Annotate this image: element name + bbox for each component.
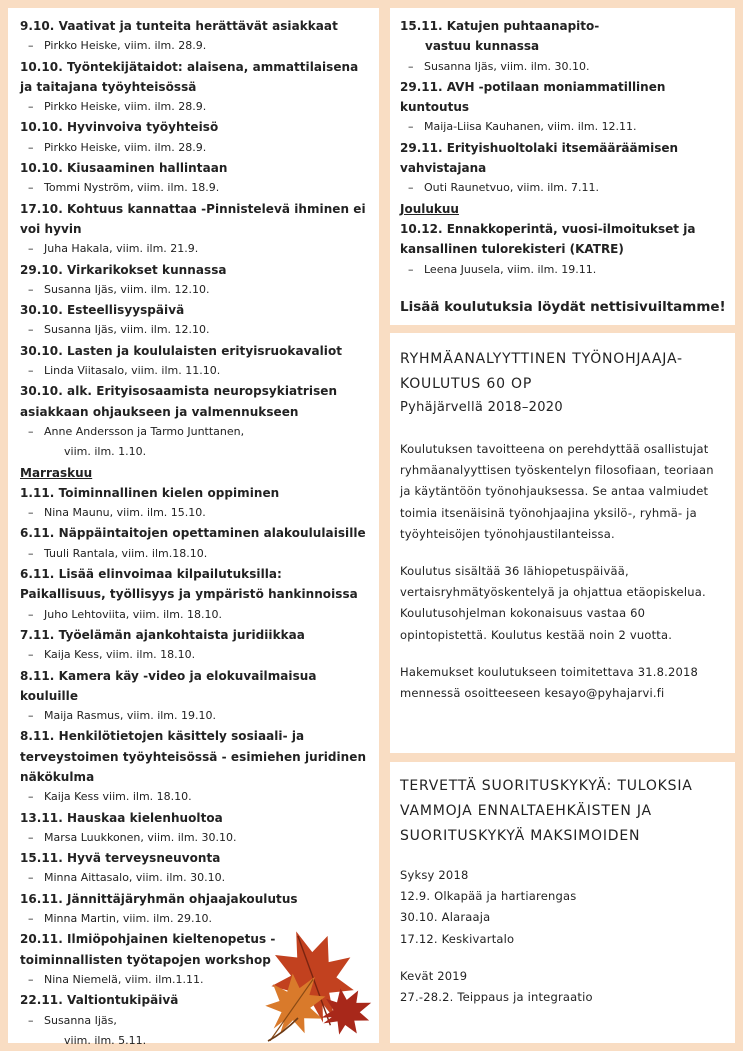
- dash-bullet: –: [28, 546, 34, 560]
- spring-item: 27.-28.2. Teippaus ja integraatio: [400, 990, 593, 1005]
- spring-label: Kevät 2019: [400, 968, 468, 983]
- entry-title: 8.11. Henkilötietojen käsittely sosiaali- ja terveystoimen työyhteisössä - esimiehen juridinen näkökulma: [20, 729, 367, 784]
- entry-sub: Maija-Liisa Kauhanen, viim. ilm. 12.11.: [424, 120, 637, 134]
- entry-sub: Nina Niemelä, viim. ilm.1.11.: [44, 972, 204, 986]
- entry-sub: Minna Martin, viim. ilm. 29.10.: [44, 912, 212, 926]
- entry-title: 16.11. Jännittäjäryhmän ohjaajakoulutus: [20, 891, 298, 906]
- entry-title-cont: vastuu kunnassa: [425, 39, 540, 54]
- dash-bullet: –: [28, 1013, 34, 1027]
- dash-bullet: –: [28, 140, 34, 154]
- entry-title: 10.10. Kiusaaminen hallintaan: [20, 161, 228, 176]
- entry-title: 30.10. alk. Erityisosaamista neuropsykiatrisen asiakkaan ohjaukseen ja valmennukseen: [20, 384, 338, 419]
- entry-sub: Susanna Ijäs, viim. ilm. 30.10.: [424, 59, 590, 73]
- entry-sub: Juha Hakala, viim. ilm. 21.9.: [44, 242, 199, 256]
- dash-bullet: –: [28, 871, 34, 885]
- entry-title: 20.11. Ilmiöpohjainen kieltenopetus - toiminnallisten työtapojen workshop: [20, 932, 276, 967]
- entry-sub-cont: viim. ilm. 1.10.: [64, 445, 147, 459]
- dash-bullet: –: [28, 830, 34, 844]
- autumn-label: Syksy 2018: [400, 868, 469, 882]
- more-courses-note: Lisää koulutuksia löydät nettisivuiltamme!: [400, 298, 726, 315]
- entry-sub: Leena Juusela, viim. ilm. 19.11.: [424, 262, 597, 276]
- entry-title: 6.11. Lisää elinvoimaa kilpailutuksilla: Paikallisuus, työllisyys ja ympäristö hankinnoissa: [20, 567, 358, 602]
- performance-heading-line1: TERVETTÄ SUORITUSKYKYÄ: TULOKSIA: [400, 778, 693, 794]
- entry-sub: Pirkko Heiske, viim. ilm. 28.9.: [44, 100, 207, 114]
- entry-sub: Pirkko Heiske, viim. ilm. 28.9.: [44, 39, 207, 53]
- dash-bullet: –: [28, 242, 34, 256]
- entry-title: 29.10. Virkarikokset kunnassa: [20, 262, 227, 277]
- month-heading-december: Joulukuu: [400, 201, 459, 216]
- autumn-leaves-icon: [253, 913, 378, 1048]
- entry-sub: Minna Aittasalo, viim. ilm. 30.10.: [44, 871, 226, 885]
- entry-sub: Kaija Kess, viim. ilm. 18.10.: [44, 648, 196, 662]
- autumn-item: 30.10. Alaraaja: [400, 910, 491, 925]
- training-subheading: Pyhäjärvellä 2018–2020: [400, 400, 563, 415]
- entry-title: 8.11. Kamera käy -video ja elokuvailmaisua kouluille: [20, 668, 317, 703]
- october-entries: [20, 16, 369, 463]
- performance-heading-line2: VAMMOJA ENNALTAEHKÄISTEN JA: [400, 803, 652, 819]
- entry-title: 6.11. Näppäintaitojen opettaminen alakoululaisille: [20, 526, 366, 541]
- dash-bullet: –: [28, 282, 34, 296]
- entry-sub: Marsa Luukkonen, viim. ilm. 30.10.: [44, 830, 237, 844]
- autumn-item: 17.12. Keskivartalo: [400, 931, 515, 946]
- entry-sub: Kaija Kess viim. ilm. 18.10.: [44, 790, 192, 804]
- entry-title: 7.11. Työelämän ajankohtaista juridiikkaa: [20, 627, 305, 642]
- entry-title: 22.11. Valtiontukipäivä: [20, 993, 179, 1008]
- supervisor-training-box: [390, 333, 735, 753]
- dash-bullet: –: [28, 709, 34, 723]
- entry-sub: Susanna Ijäs,: [44, 1013, 117, 1027]
- training-paragraph-content: Koulutus sisältää 36 lähiopetuspäivää, vertaisryhmätyöskentelyä ja ohjattua etäopiskelua. Koulutusohjelman kokonaisuus vastaa 60 opintopistettä. Koulutus kestää noin 2 vuotta.: [400, 564, 706, 642]
- training-paragraph-goal: Koulutuksen tavoitteena on perehdyttää osallistujat ryhmäanalyyttisen työskentelyn filosofiaan, teoriaan ja käytäntöön työnohjauksessa. Se antaa valmiudet toimia itsenäisinä työnohjaajina yksilö-, ryhmä- ja työyhteisöjen työnohjaustilanteissa.: [400, 442, 714, 541]
- autumn-item: 12.9. Olkapää ja hartiarengas: [400, 889, 577, 904]
- performance-heading-line3: SUORITUSKYKYÄ MAKSIMOIDEN: [400, 828, 641, 844]
- dash-bullet: –: [28, 181, 34, 195]
- performance-training-box: [390, 762, 735, 1043]
- entry-title: 10.10. Työntekijätaidot: alaisena, ammattilaisena ja taitajana työyhteisössä: [20, 59, 359, 94]
- dash-bullet: –: [28, 39, 34, 53]
- entry-sub-cont: viim. ilm. 5.11.: [64, 1033, 147, 1047]
- right-course-list: 15.11. Katujen puhtaanapito- vastuu kunnassa – Susanna Ijäs, viim. ilm. 30.10. 29.11. AVH -potilaan moniammatillinen kuntoutus – Maija-Liisa Kauhanen, viim. ilm. 12.11. 29.11. Erityishuoltolaki itsemääräämisen vahvistajana – Outi Raunetvuo, viim. ilm. 7.11. Joulukuu 10.12. Ennakkoperintä, vuosi-ilmoitukset ja kansallinen tulorekisteri (KATRE) – Leena Juusela, viim. ilm. 19.11. Lisää koulutuksia löydät nettisivuiltamme!: [390, 8, 735, 325]
- training-paragraph-application: Hakemukset koulutukseen toimitettava 31.8.2018 mennessä osoitteeseen kesayo@pyhajarvi.fi: [400, 664, 699, 701]
- entry-sub: Juho Lehtoviita, viim. ilm. 18.10.: [44, 607, 222, 621]
- dash-bullet: –: [28, 506, 34, 520]
- entry-sub: Anne Andersson ja Tarmo Junttanen,: [44, 424, 245, 438]
- left-course-list: [8, 8, 379, 1047]
- entry-sub: Outi Raunetvuo, viim. ilm. 7.11.: [424, 181, 600, 195]
- entry-sub: Linda Viitasalo, viim. ilm. 11.10.: [44, 364, 221, 378]
- dash-bullet: –: [28, 364, 34, 378]
- training-heading-line1: RYHMÄANALYYTTINEN TYÖNOHJAAJA-: [400, 351, 683, 367]
- entry-sub: Pirkko Heiske, viim. ilm. 28.9.: [44, 140, 207, 154]
- entry-title: 9.10. Vaativat ja tunteita herättävät asiakkaat: [20, 19, 338, 33]
- dash-bullet: –: [28, 912, 34, 926]
- entry-title: 29.11. Erityishuoltolaki itsemääräämisen vahvistajana: [400, 140, 679, 176]
- entry-sub: Nina Maunu, viim. ilm. 15.10.: [44, 506, 206, 520]
- entry-title: 10.12. Ennakkoperintä, vuosi-ilmoitukset ja kansallinen tulorekisteri (KATRE): [400, 221, 696, 257]
- entry-title: 10.10. Hyvinvoiva työyhteisö: [20, 120, 219, 135]
- entry-title: 17.10. Kohtuus kannattaa -Pinnistelevä ihminen ei voi hyvin: [20, 201, 366, 236]
- entry-title: 15.11. Hyvä terveysneuvonta: [20, 851, 221, 866]
- entry-title: 29.11. AVH -potilaan moniammatillinen kuntoutus: [400, 79, 666, 115]
- entry-title: 30.10. Esteellisyyspäivä: [20, 303, 185, 318]
- dash-bullet: –: [28, 323, 34, 337]
- entry-sub: Susanna Ijäs, viim. ilm. 12.10.: [44, 282, 210, 296]
- entry-sub: Maija Rasmus, viim. ilm. 19.10.: [44, 709, 217, 723]
- entry-sub: Tommi Nyström, viim. ilm. 18.9.: [44, 181, 220, 195]
- entry-title: 30.10. Lasten ja koululaisten erityisruokavaliot: [20, 343, 343, 358]
- dash-bullet: –: [28, 648, 34, 662]
- dash-bullet: –: [28, 424, 34, 438]
- entry-sub: Tuuli Rantala, viim. ilm.18.10.: [44, 546, 208, 560]
- dash-bullet: –: [28, 972, 34, 986]
- month-heading-november: Marraskuu: [20, 465, 93, 480]
- entry-title: 1.11. Toiminnallinen kielen oppiminen: [20, 485, 280, 500]
- training-heading-line2: KOULUTUS 60 OP: [400, 376, 533, 392]
- dash-bullet: –: [28, 100, 34, 114]
- dash-bullet: –: [28, 607, 34, 621]
- entry-sub: Susanna Ijäs, viim. ilm. 12.10.: [44, 323, 210, 337]
- dash-bullet: –: [28, 790, 34, 804]
- entry-title: 13.11. Hauskaa kielenhuoltoa: [20, 810, 223, 825]
- entry-title: 15.11. Katujen puhtaanapito-: [400, 19, 600, 33]
